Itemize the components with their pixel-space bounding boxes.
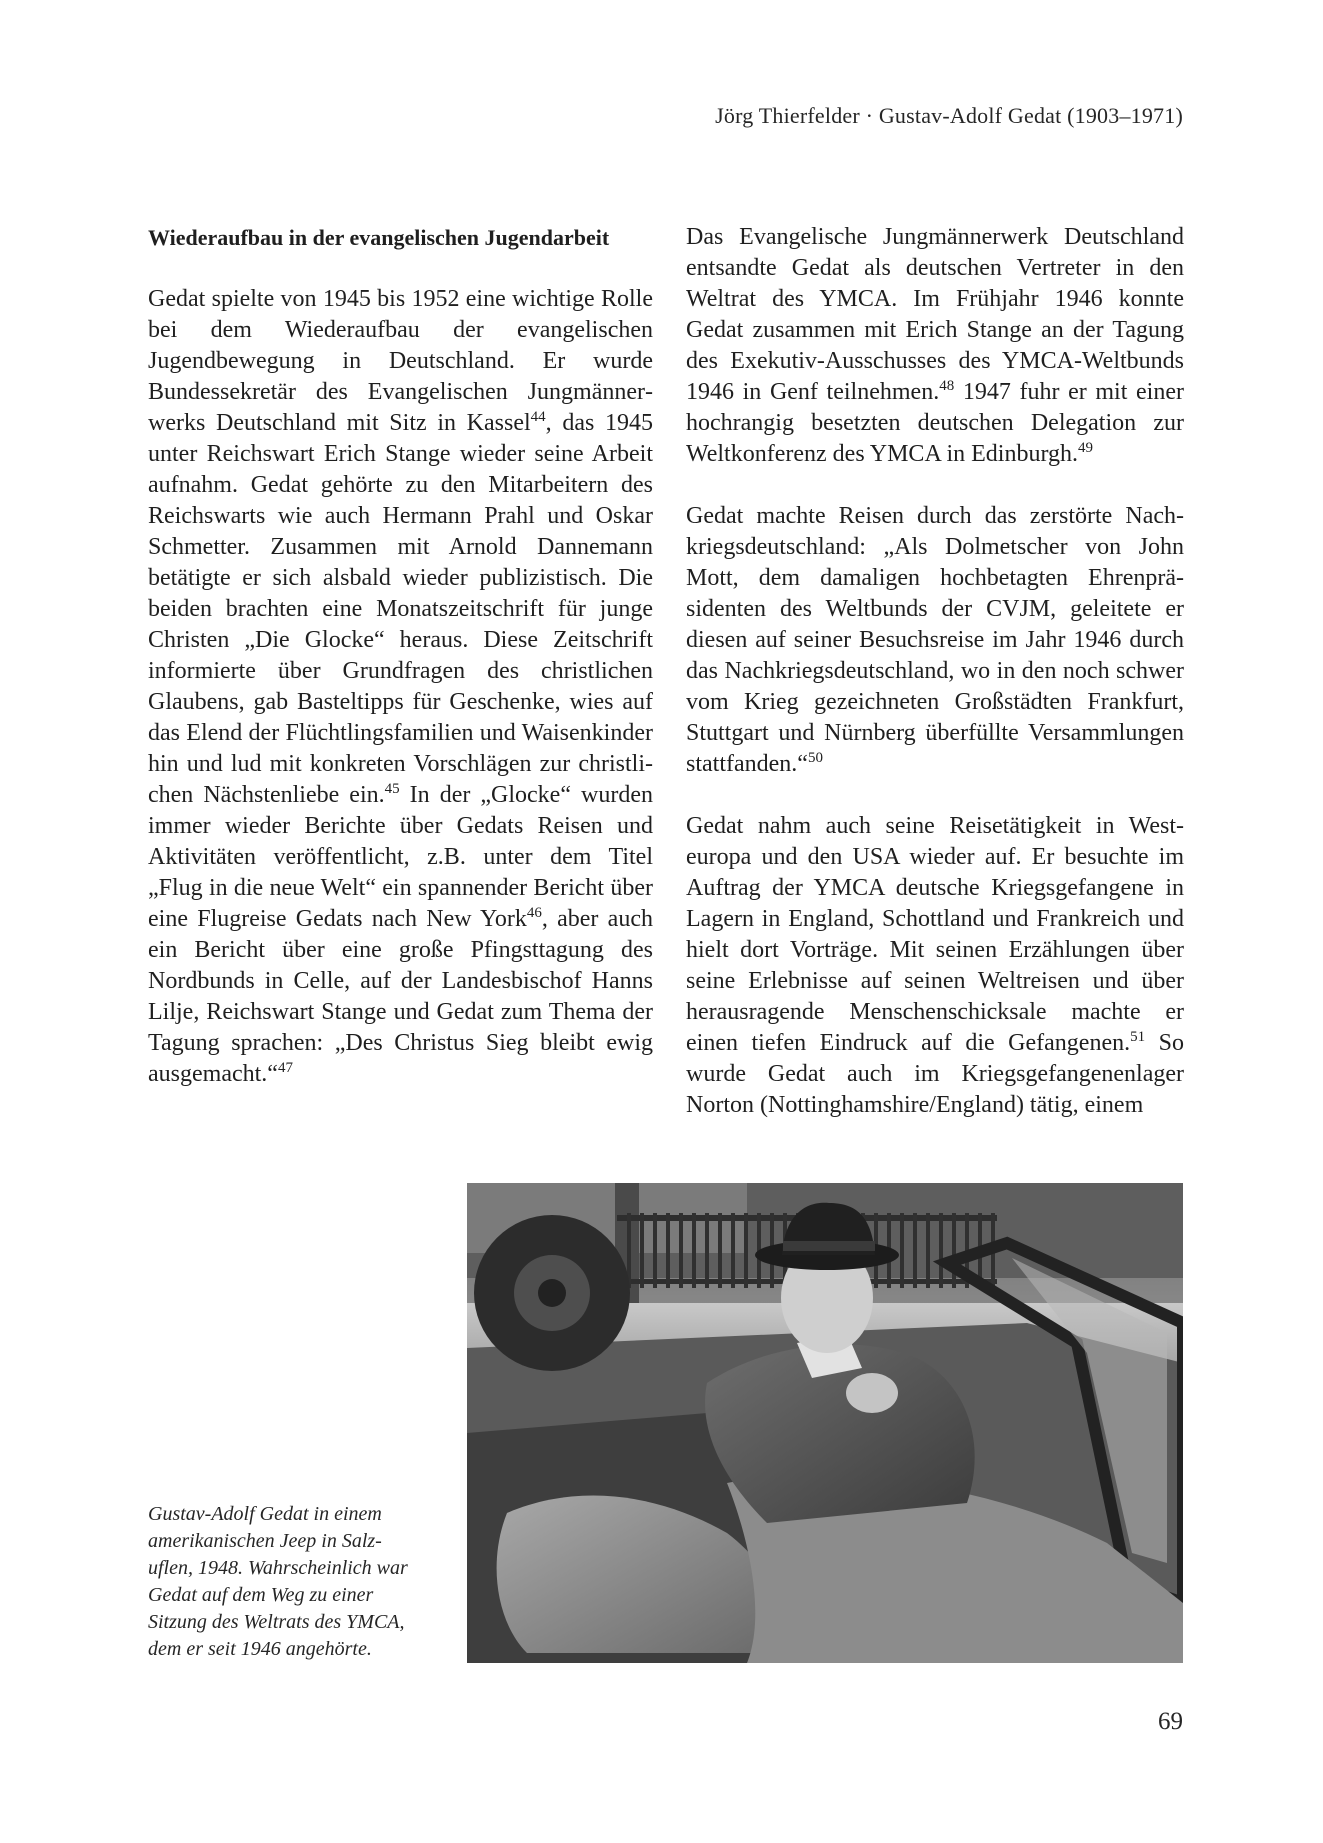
fence-post <box>666 1213 670 1288</box>
caption-line: uflen, 1948. Wahrscheinlich war <box>148 1557 408 1579</box>
historical-photograph <box>467 1183 1183 1663</box>
left-paragraph: Gedat spielte von 1945 bis 1952 eine wichtige Rolle bei dem Wiederaufbau der evangelischen Jugendbewegung in Deutschland. Er wurde Bundessekretär des Evangelischen Jungmännerwerks Deutschland mit Sitz in Kassel$^{44}$, das 1945 unter Reichswart Erich Stange wieder seine Arbeit aufnahm. Gedat gehörte zu den Mitarbeitern des Reichswarts wie auch Hermann Prahl und Oskar Schmetter. Zusammen mit Arnold Dannemann betätigte er sich alsbald wieder publizistisch. Die beiden brachten eine Monatszeitschrift für junge Christen „Die Glocke“ heraus. Diese Zeitschrift informierte über Grundfragen des christlichen Glaubens, gab Basteltipps für Geschenke, wies auf das Elend der Flüchtlingsfamilien und Waisenkinder hin und lud mit konkreten Vorschlägen zur christlichen Nächstenliebe ein.$^{45}$ In der „Glocke“ wurden immer wieder Berichte über Gedats Reisen und Aktivitäten veröffentlicht, z.B. unter dem Titel „Flug in die neue Welt“ ein spannender Bericht über eine Flugreise Gedats nach New York$^{46}$, aber auch ein Bericht über eine große Pfingsttagung des Nordbunds in Celle, auf der Landesbischof Hanns Lilje, Reichswart Stange und Gedat zum Thema der Tagung sprachen: „Des Christus Sieg bleibt ewig ausgemacht.“$^{47}$ <box>148 286 653 1087</box>
footnote-reference: 47 <box>277 1060 293 1076</box>
fence-post <box>640 1213 644 1288</box>
fence-post <box>900 1213 904 1288</box>
footnote-reference: 49 <box>1078 440 1094 456</box>
caption-line: Gedat auf dem Weg zu einer <box>148 1584 374 1606</box>
caption-line: amerikanischen Jeep in Salz- <box>148 1530 382 1552</box>
running-head: Jörg Thierfelder · Gustav-Adolf Gedat (1903–1971) <box>715 103 1183 128</box>
left-column <box>148 222 653 1121</box>
left-column-body <box>148 284 653 1090</box>
section-heading: Wiederaufbau in der evangelischen Jugendarbeit <box>148 225 610 250</box>
fence-post <box>744 1213 748 1288</box>
right-paragraph: Gedat nahm auch seine Reisetätigkeit in Westeuropa und den USA wieder auf. Er besuchte im Auftrag der YMCA deutsche Kriegsgefangene in Lagern in England, Schottland und Frankreich und hielt dort Vorträge. Mit seinen Erzählungen über seine Erlebnisse auf seinen Weltreisen und über herausragende Menschenschicksale machte er einen tiefen Eindruck auf die Gefangenen.$^{51}$ So wurde Gedat auch im Kriegsgefangenenlager Norton (Nottinghamshire/England) tätig, einem <box>686 813 1184 1118</box>
caption-line: dem er seit 1946 angehörte. <box>148 1638 372 1660</box>
fence-post <box>939 1213 943 1288</box>
footnote-reference: 50 <box>807 750 823 766</box>
fence-post <box>731 1213 735 1288</box>
footnote-reference: 48 <box>939 378 955 394</box>
fence-post <box>926 1213 930 1288</box>
fence-post <box>913 1213 917 1288</box>
caption-line: Gustav-Adolf Gedat in einem <box>148 1503 382 1525</box>
fence-post <box>679 1213 683 1288</box>
fence-post <box>952 1213 956 1288</box>
fence-post <box>692 1213 696 1288</box>
page-number: 69 <box>1158 1708 1183 1735</box>
right-column <box>686 222 1184 1152</box>
footnote-reference: 46 <box>526 905 542 921</box>
caption-line: Sitzung des Weltrats des YMCA, <box>148 1611 405 1633</box>
right-column-body <box>686 222 1184 1121</box>
right-paragraph: Das Evangelische Jungmännerwerk Deutschland entsandte Gedat als deutschen Vertreter in den Weltrat des YMCA. Im Frühjahr 1946 konnte Gedat zusammen mit Erich Stange an der Tagung des Exekutiv-Ausschusses des YMCA-Weltbunds 1946 in Genf teilnehmen.$^{48}$ 1947 fuhr er mit einer hochrangig besetzten deutschen Delegation zur Weltkonferenz des YMCA in Edinburgh.$^{49}$ <box>686 224 1184 467</box>
right-paragraph: Gedat machte Reisen durch das zerstörte Nachkriegsdeutschland: „Als Dolmetscher von John Mott, dem damaligen hochbetagten Ehrenpräsidenten des Weltbunds der CVJM, geleitete er diesen auf seiner Besuchsreise im Jahr 1946 durch das Nachkriegsdeutschland, wo in den noch schwer vom Krieg gezeichneten Großstädten Frankfurt, Stuttgart und Nürnberg überfüllte Versammlungen stattfanden.“$^{50}$ <box>686 503 1184 777</box>
fence-post <box>653 1213 657 1288</box>
footnote-reference: 44 <box>530 409 546 425</box>
fence-post <box>705 1213 709 1288</box>
photo-caption <box>148 1501 448 1663</box>
footnote-reference: 51 <box>1130 1029 1146 1045</box>
footnote-reference: 45 <box>384 781 400 797</box>
fence-post <box>718 1213 722 1288</box>
